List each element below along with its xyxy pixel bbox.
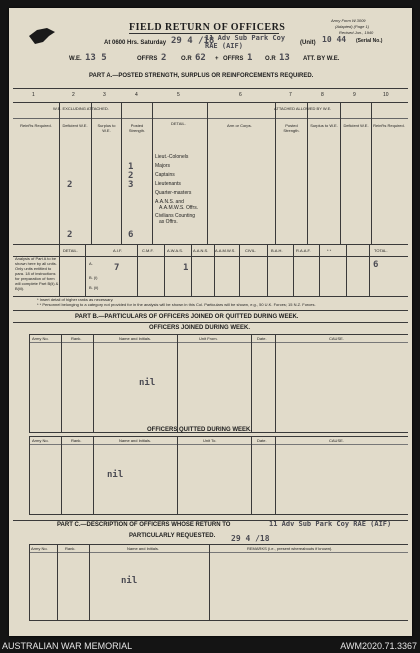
head-surplus-att: Surplus to W.E.: [310, 123, 338, 128]
col-number-3: 3: [103, 92, 106, 98]
analysis-head-bah: B.A.H.: [271, 248, 283, 253]
analysis-row-b-i: B. (i): [89, 275, 98, 280]
joined-head-unit-from: Unit From.: [199, 336, 218, 341]
ors-value: 62: [195, 53, 206, 63]
joined-head-army-no: Army No.: [32, 336, 49, 341]
joined-head-cause: CAUSE.: [329, 336, 344, 341]
analysis-head-raaf: R.A.A.F.: [296, 248, 311, 253]
offrs-label: OFFRS: [137, 56, 158, 62]
we-label: W.E.: [69, 56, 82, 62]
quitted-head-date: Date.: [257, 438, 267, 443]
part-c-date-handwritten: 29 4 /18: [231, 534, 270, 543]
detail-aans: A.A.N.S. and: [155, 199, 184, 205]
analysis-head-aamws: A.A.M.W.S.: [215, 248, 236, 253]
we-value: 13 5: [85, 53, 107, 63]
quitted-head-unit-to: Unit To.: [203, 438, 217, 443]
army-form-number: Army Form W.3009: [331, 18, 366, 23]
total-deficient: 2: [67, 230, 73, 240]
quitted-head-army-no: Army No.: [32, 438, 49, 443]
date-handwritten: 29 4 /18: [171, 36, 215, 46]
footer-bar: [0, 640, 420, 653]
attached-allowed: ATTACHED ALLOWED BY W.E.: [274, 106, 332, 111]
serial-label: (Serial No.): [356, 38, 383, 44]
detail-majors: Majors: [155, 163, 171, 169]
analysis-head-detail: DETAIL.: [63, 248, 78, 253]
part-c-head-army-no: Army No.: [31, 546, 48, 551]
form-sheet: [9, 8, 412, 636]
analysis-head-total: TOTAL.: [374, 248, 388, 253]
analysis-total-value: 6: [373, 260, 379, 270]
col-number-2: 2: [72, 92, 75, 98]
analysis-row-b-ii: B. (ii): [89, 285, 99, 290]
analysis-head-aif: A.I.F.: [113, 248, 123, 253]
part-c-head-remarks: REMARKS (i.e., present whereabouts if known).: [247, 546, 333, 551]
col-number-9: 9: [353, 92, 356, 98]
total-posted: 6: [128, 230, 134, 240]
col-number-6: 6: [239, 92, 242, 98]
offrs-value: 2: [161, 53, 167, 63]
joined-head-rank: Rank.: [71, 336, 82, 341]
head-arm-or-corps: Arm or Corps.: [227, 123, 252, 128]
col-number-4: 4: [135, 92, 138, 98]
analysis-head-awas: A.W.A.S.: [167, 248, 184, 253]
part-c-unit-handwritten: 11 Adv Sub Park Coy RAE (AIF): [269, 520, 392, 528]
posted-quartermasters: 3: [128, 180, 134, 190]
footnote-1: * Insert detail of higher ranks as necessary.: [37, 297, 114, 302]
head-reinf-required-att: Reinf'ts Required.: [373, 123, 405, 128]
quitted-title: OFFICERS QUITTED DURING WEEK.: [147, 427, 252, 433]
joined-title: OFFICERS JOINED DURING WEEK.: [149, 325, 251, 331]
army-form-adapted: (Adapted) (Page 1): [335, 24, 370, 29]
plus-sign: +: [215, 56, 219, 62]
detail-lieutenants: Lieutenants: [155, 181, 181, 187]
footer-accession-number: AWM2020.71.3367: [340, 641, 417, 651]
detail-as-offrs: as Offrs.: [159, 219, 178, 225]
head-reinf-required: Reinf'ts Required.: [20, 123, 52, 128]
posted-lieutenants: 2: [128, 171, 134, 181]
torn-corner-mark: [27, 24, 57, 46]
we-excluding-attached: W.E. EXCLUDING ATTACHED.: [53, 106, 109, 111]
posted-captains: 1: [128, 162, 134, 172]
footer-institution: AUSTRALIAN WAR MEMORIAL: [2, 641, 133, 651]
quitted-head-rank: Rank.: [71, 438, 82, 443]
detail-captains: Captains: [155, 172, 175, 178]
detail-aamws: A.A.M.W.S. Offrs.: [159, 205, 199, 211]
deficient-value: 2: [67, 180, 73, 190]
ors2-value: 13: [279, 53, 290, 63]
head-deficient: Deficient W.E.: [62, 123, 88, 128]
part-c-title: PART C.—DESCRIPTION OF OFFICERS WHOSE RETURN TO: [57, 522, 231, 528]
head-deficient-att: Deficient W.E.: [343, 123, 369, 128]
analysis-cmf-value: 1: [183, 263, 189, 273]
unit-label: (Unit): [300, 40, 316, 46]
form-title: FIELD RETURN OF OFFICERS: [129, 22, 286, 33]
col-number-1: 1: [32, 92, 35, 98]
att-label: ATT. BY W.E.: [303, 56, 340, 62]
quitted-head-name: Name and Initials.: [119, 438, 152, 443]
detail-quarter-masters: Quarter-masters: [155, 190, 192, 196]
analysis-head-other: * *: [327, 248, 332, 253]
joined-nil: nil: [139, 378, 156, 388]
analysis-head-aans: A.A.N.S.: [193, 248, 209, 253]
offrs2-label: OFFRS: [223, 56, 244, 62]
analysis-head-civil: CIVIL.: [245, 248, 257, 253]
head-surplus: Surplus to W.E.: [97, 123, 116, 133]
analysis-row-a: A.: [89, 261, 93, 266]
col-number-7: 7: [289, 92, 292, 98]
joined-head-name: Name and Initials.: [119, 336, 152, 341]
part-c-head-rank: Rank.: [65, 546, 76, 551]
analysis-note: Analysis of Part A to be shown here by all units. Only units entitled to para. 18 of instructions for preparation of form will complete Part B(ii) & B(iii).: [15, 256, 59, 291]
part-c-title-2: PARTICULARLY REQUESTED.: [129, 533, 216, 539]
ors2-label: O.R: [265, 56, 276, 62]
army-form-revised: Revised Jun., 1940: [339, 30, 374, 35]
quitted-nil: nil: [107, 470, 124, 480]
ors-label: O.R: [181, 56, 192, 62]
head-detail: DETAIL.: [171, 121, 186, 126]
detail-civilians: Civilians Counting: [155, 213, 196, 219]
offrs2-value: 1: [247, 53, 253, 63]
part-b-title: PART B.—PARTICULARS OF OFFICERS JOINED OR QUITTED DURING WEEK.: [75, 314, 299, 320]
col-number-10: 10: [383, 92, 389, 98]
analysis-head-cmf: C.M.F.: [142, 248, 154, 253]
part-c-head-name: Name and Initials.: [127, 546, 160, 551]
col-number-8: 8: [321, 92, 324, 98]
quitted-head-cause: CAUSE.: [329, 438, 344, 443]
at-label: At 0600 Hrs. Saturday: [104, 40, 167, 46]
footnote-2: * * Personnel belonging to a category not provided for in the analysis will be shown in this Col. Particulars will be shown, e.g., 50 U.K. Forces; 15 N.Z. Forces.: [37, 302, 316, 307]
head-posted-strength-att: Posted Strength.: [283, 123, 300, 133]
part-c-nil: nil: [121, 576, 138, 586]
joined-head-date: Date.: [257, 336, 267, 341]
col-number-5: 5: [177, 92, 180, 98]
analysis-aif-value: 7: [114, 263, 120, 273]
detail-lieut-colonels: Lieut.-Colonels: [155, 154, 189, 160]
serial-handwritten: 10 44: [322, 35, 347, 44]
head-posted-strength: Posted Strength.: [128, 123, 146, 133]
unit-handwritten: 11 Adv Sub Park Coy RAE (AIF): [205, 34, 286, 50]
part-a-title: PART A.—POSTED STRENGTH, SURPLUS OR REINFORCEMENTS REQUIRED.: [89, 73, 314, 79]
